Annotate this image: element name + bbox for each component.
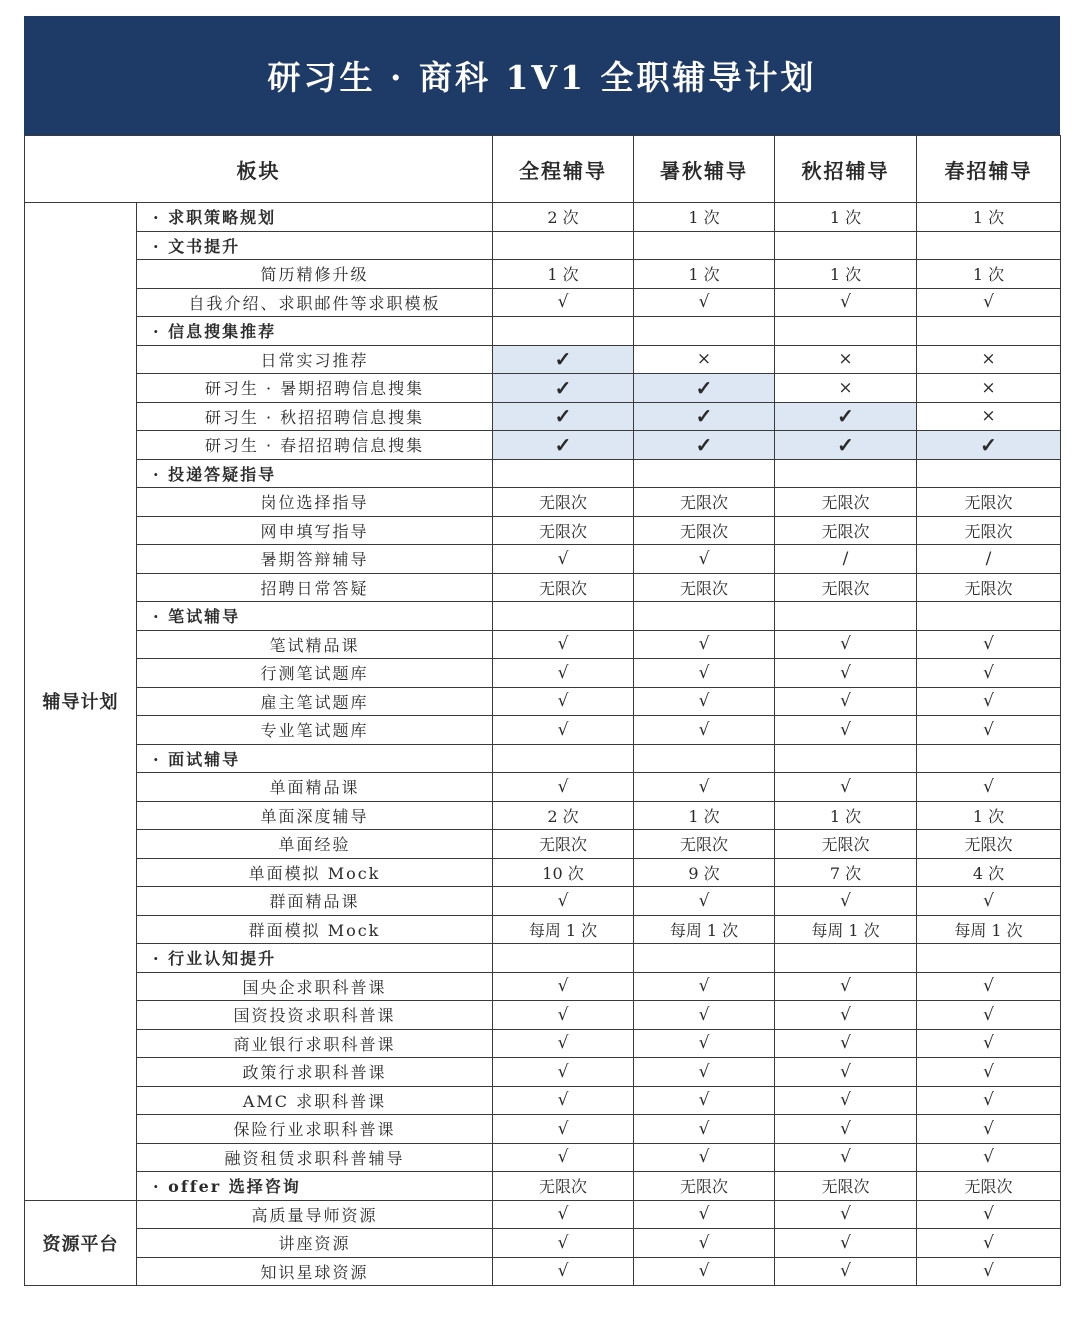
value-cell: 无限次	[775, 488, 917, 517]
value-cell	[493, 602, 634, 631]
item-label: 网申填写指导	[137, 516, 493, 545]
value-cell: 9 次	[634, 858, 775, 887]
value-cell: √	[775, 1001, 917, 1030]
value-cell: √	[493, 1257, 634, 1286]
value-cell: 无限次	[634, 488, 775, 517]
table-row	[25, 345, 1061, 374]
item-label: 研习生 · 暑期招聘信息搜集	[137, 374, 493, 403]
header-module: 板块	[25, 136, 493, 203]
value-cell	[775, 317, 917, 346]
value-cell: 无限次	[634, 573, 775, 602]
value-cell: √	[493, 659, 634, 688]
value-cell: √	[634, 1001, 775, 1030]
value-cell: 每周 1 次	[634, 915, 775, 944]
value-cell: ×	[775, 374, 917, 403]
value-cell: √	[775, 687, 917, 716]
section-label: · 文书提升	[137, 231, 493, 260]
table-row	[25, 1001, 1061, 1030]
table-row	[25, 488, 1061, 517]
value-cell: 1 次	[917, 260, 1061, 289]
table-row	[25, 972, 1061, 1001]
value-cell: 4 次	[917, 858, 1061, 887]
value-cell: 无限次	[775, 516, 917, 545]
table-row	[25, 1029, 1061, 1058]
value-cell: √	[634, 1058, 775, 1087]
table-row	[25, 516, 1061, 545]
value-cell: 无限次	[493, 488, 634, 517]
value-cell: ✓	[634, 374, 775, 403]
section-label: · 笔试辅导	[137, 602, 493, 631]
value-cell: √	[775, 1115, 917, 1144]
value-cell: √	[493, 1086, 634, 1115]
value-cell: 2 次	[493, 203, 634, 232]
group-label: 辅导计划	[25, 203, 137, 1201]
section-label: · 行业认知提升	[137, 944, 493, 973]
value-cell: 每周 1 次	[917, 915, 1061, 944]
value-cell: √	[634, 1229, 775, 1258]
value-cell: 无限次	[493, 573, 634, 602]
value-cell: √	[493, 288, 634, 317]
value-cell: ×	[775, 345, 917, 374]
item-label: 商业银行求职科普课	[137, 1029, 493, 1058]
header-plan: 春招辅导	[917, 136, 1061, 203]
value-cell: √	[917, 687, 1061, 716]
value-cell: 1 次	[917, 203, 1061, 232]
value-cell: 无限次	[917, 516, 1061, 545]
value-cell: ✓	[917, 431, 1061, 460]
value-cell: 无限次	[917, 1172, 1061, 1201]
value-cell: √	[917, 1143, 1061, 1172]
table-row	[25, 573, 1061, 602]
section-label: · 面试辅导	[137, 744, 493, 773]
value-cell: ✓	[634, 431, 775, 460]
value-cell: √	[775, 630, 917, 659]
value-cell: √	[634, 545, 775, 574]
value-cell: 无限次	[775, 573, 917, 602]
table-row	[25, 374, 1061, 403]
item-label: 简历精修升级	[137, 260, 493, 289]
value-cell: √	[493, 687, 634, 716]
value-cell: ×	[917, 345, 1061, 374]
value-cell: 1 次	[775, 203, 917, 232]
item-label: 单面精品课	[137, 773, 493, 802]
item-label: 群面模拟 Mock	[137, 915, 493, 944]
item-label: 研习生 · 秋招招聘信息搜集	[137, 402, 493, 431]
page-title: 研习生 · 商科 1V1 全职辅导计划	[24, 16, 1060, 135]
value-cell	[775, 944, 917, 973]
value-cell: 无限次	[493, 516, 634, 545]
item-label: 日常实习推荐	[137, 345, 493, 374]
value-cell: 无限次	[775, 830, 917, 859]
value-cell	[493, 231, 634, 260]
value-cell: √	[775, 659, 917, 688]
value-cell: √	[917, 288, 1061, 317]
value-cell: 每周 1 次	[775, 915, 917, 944]
item-label: 讲座资源	[137, 1229, 493, 1258]
value-cell: 1 次	[634, 260, 775, 289]
section-row	[25, 203, 1061, 232]
item-label: AMC 求职科普课	[137, 1086, 493, 1115]
value-cell: 7 次	[775, 858, 917, 887]
item-label: 岗位选择指导	[137, 488, 493, 517]
value-cell: √	[634, 288, 775, 317]
item-label: 政策行求职科普课	[137, 1058, 493, 1087]
item-label: 暑期答辩辅导	[137, 545, 493, 574]
table-row	[25, 431, 1061, 460]
table-row	[25, 1115, 1061, 1144]
item-label: 国央企求职科普课	[137, 972, 493, 1001]
plan-document	[24, 16, 1060, 1286]
table-row	[25, 887, 1061, 916]
value-cell	[634, 602, 775, 631]
value-cell: √	[775, 716, 917, 745]
section-label: · 信息搜集推荐	[137, 317, 493, 346]
table-row	[25, 858, 1061, 887]
value-cell: 1 次	[775, 801, 917, 830]
value-cell	[634, 459, 775, 488]
value-cell	[775, 602, 917, 631]
value-cell: √	[634, 1115, 775, 1144]
value-cell	[917, 231, 1061, 260]
value-cell: √	[917, 1115, 1061, 1144]
value-cell: √	[634, 1200, 775, 1229]
value-cell: √	[493, 887, 634, 916]
value-cell: √	[634, 716, 775, 745]
item-label: 行测笔试题库	[137, 659, 493, 688]
item-label: 高质量导师资源	[137, 1200, 493, 1229]
plan-table	[24, 135, 1061, 1286]
value-cell: √	[917, 716, 1061, 745]
value-cell: 无限次	[917, 573, 1061, 602]
value-cell	[917, 459, 1061, 488]
value-cell: √	[634, 1086, 775, 1115]
table-row	[25, 773, 1061, 802]
value-cell: √	[917, 1001, 1061, 1030]
section-label: · offer 选择咨询	[137, 1172, 493, 1201]
value-cell: ×	[917, 402, 1061, 431]
value-cell: √	[775, 1029, 917, 1058]
value-cell: √	[917, 773, 1061, 802]
value-cell: √	[917, 1086, 1061, 1115]
value-cell: 2 次	[493, 801, 634, 830]
value-cell: 10 次	[493, 858, 634, 887]
item-label: 融资租赁求职科普辅导	[137, 1143, 493, 1172]
value-cell: √	[493, 545, 634, 574]
value-cell: √	[917, 1257, 1061, 1286]
value-cell: ✓	[775, 431, 917, 460]
value-cell: √	[493, 716, 634, 745]
value-cell: ×	[634, 345, 775, 374]
item-label: 单面模拟 Mock	[137, 858, 493, 887]
value-cell: 1 次	[775, 260, 917, 289]
item-label: 单面深度辅导	[137, 801, 493, 830]
value-cell: √	[775, 1058, 917, 1087]
value-cell	[775, 744, 917, 773]
value-cell: √	[917, 1229, 1061, 1258]
value-cell: √	[917, 630, 1061, 659]
value-cell: /	[775, 545, 917, 574]
value-cell: √	[493, 1143, 634, 1172]
table-row	[25, 630, 1061, 659]
section-row	[25, 602, 1061, 631]
section-row	[25, 944, 1061, 973]
value-cell: 1 次	[634, 203, 775, 232]
value-cell: 无限次	[917, 830, 1061, 859]
item-label: 研习生 · 春招招聘信息搜集	[137, 431, 493, 460]
value-cell: ✓	[493, 374, 634, 403]
value-cell: √	[917, 1029, 1061, 1058]
table-row	[25, 1143, 1061, 1172]
value-cell: √	[493, 972, 634, 1001]
table-row	[25, 402, 1061, 431]
value-cell: √	[917, 887, 1061, 916]
value-cell	[634, 944, 775, 973]
table-row	[25, 716, 1061, 745]
value-cell: √	[493, 630, 634, 659]
value-cell	[493, 459, 634, 488]
item-label: 招聘日常答疑	[137, 573, 493, 602]
value-cell: ×	[917, 374, 1061, 403]
value-cell: ✓	[775, 402, 917, 431]
value-cell: √	[634, 1143, 775, 1172]
header-plan: 暑秋辅导	[634, 136, 775, 203]
value-cell: 无限次	[493, 830, 634, 859]
item-label: 雇主笔试题库	[137, 687, 493, 716]
value-cell: √	[917, 1058, 1061, 1087]
value-cell: 1 次	[917, 801, 1061, 830]
value-cell: √	[775, 1200, 917, 1229]
value-cell: √	[493, 1200, 634, 1229]
value-cell	[775, 459, 917, 488]
value-cell	[917, 317, 1061, 346]
group-label: 资源平台	[25, 1200, 137, 1286]
value-cell: √	[634, 887, 775, 916]
value-cell: 1 次	[493, 260, 634, 289]
value-cell: √	[775, 1257, 917, 1286]
table-row	[25, 1257, 1061, 1286]
value-cell: √	[775, 1086, 917, 1115]
value-cell: 无限次	[917, 488, 1061, 517]
value-cell: √	[775, 1143, 917, 1172]
value-cell: √	[775, 972, 917, 1001]
value-cell: √	[634, 773, 775, 802]
value-cell: 每周 1 次	[493, 915, 634, 944]
item-label: 单面经验	[137, 830, 493, 859]
section-label: · 求职策略规划	[137, 203, 493, 232]
value-cell: ✓	[493, 402, 634, 431]
value-cell	[493, 317, 634, 346]
table-row	[25, 801, 1061, 830]
table-row	[25, 545, 1061, 574]
value-cell: 无限次	[634, 1172, 775, 1201]
item-label: 专业笔试题库	[137, 716, 493, 745]
value-cell: /	[917, 545, 1061, 574]
value-cell: 无限次	[493, 1172, 634, 1201]
section-row	[25, 317, 1061, 346]
header-plan: 秋招辅导	[775, 136, 917, 203]
value-cell	[634, 744, 775, 773]
value-cell	[634, 317, 775, 346]
value-cell: √	[917, 659, 1061, 688]
value-cell: ✓	[634, 402, 775, 431]
value-cell: 无限次	[634, 830, 775, 859]
section-row	[25, 231, 1061, 260]
table-row	[25, 1086, 1061, 1115]
value-cell: √	[775, 773, 917, 802]
value-cell: √	[493, 1229, 634, 1258]
value-cell: √	[634, 630, 775, 659]
section-row	[25, 459, 1061, 488]
table-row	[25, 1229, 1061, 1258]
item-label: 国资投资求职科普课	[137, 1001, 493, 1030]
header-plan: 全程辅导	[493, 136, 634, 203]
value-cell: √	[634, 972, 775, 1001]
value-cell: √	[493, 1115, 634, 1144]
value-cell: √	[493, 773, 634, 802]
value-cell	[917, 602, 1061, 631]
value-cell: √	[634, 687, 775, 716]
value-cell	[917, 744, 1061, 773]
value-cell: 无限次	[775, 1172, 917, 1201]
value-cell	[493, 944, 634, 973]
value-cell	[775, 231, 917, 260]
table-row	[25, 260, 1061, 289]
table-row	[25, 687, 1061, 716]
value-cell: 1 次	[634, 801, 775, 830]
item-label: 保险行业求职科普课	[137, 1115, 493, 1144]
value-cell	[634, 231, 775, 260]
header-row	[25, 136, 1061, 203]
value-cell: 无限次	[634, 516, 775, 545]
table-row	[25, 659, 1061, 688]
section-row	[25, 1172, 1061, 1201]
value-cell: √	[775, 1229, 917, 1258]
item-label: 群面精品课	[137, 887, 493, 916]
value-cell: √	[634, 659, 775, 688]
value-cell	[493, 744, 634, 773]
value-cell: √	[775, 288, 917, 317]
value-cell: √	[634, 1029, 775, 1058]
item-label: 笔试精品课	[137, 630, 493, 659]
value-cell: ✓	[493, 431, 634, 460]
item-label: 自我介绍、求职邮件等求职模板	[137, 288, 493, 317]
value-cell: √	[493, 1029, 634, 1058]
section-label: · 投递答疑指导	[137, 459, 493, 488]
table-row	[25, 915, 1061, 944]
table-row	[25, 830, 1061, 859]
value-cell: √	[493, 1001, 634, 1030]
table-row	[25, 1058, 1061, 1087]
value-cell	[917, 944, 1061, 973]
section-row	[25, 744, 1061, 773]
value-cell: √	[493, 1058, 634, 1087]
value-cell: √	[775, 887, 917, 916]
value-cell: √	[917, 1200, 1061, 1229]
table-row	[25, 1200, 1061, 1229]
value-cell: √	[634, 1257, 775, 1286]
value-cell: √	[917, 972, 1061, 1001]
item-label: 知识星球资源	[137, 1257, 493, 1286]
table-row	[25, 288, 1061, 317]
value-cell: ✓	[493, 345, 634, 374]
